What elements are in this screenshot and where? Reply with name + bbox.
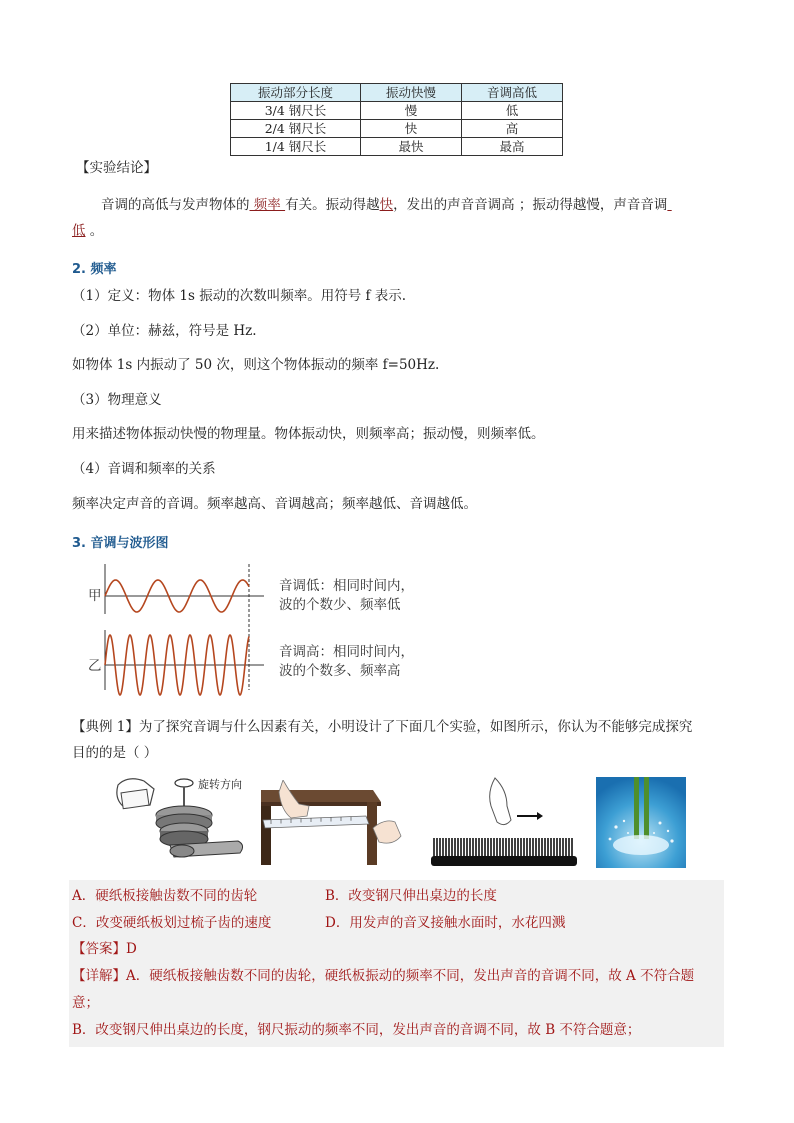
example-question-line-1: 【典例 1】为了探究音调与什么因素有关，小明设计了下面几个实验，如图所示，你认为不能够完成探究 <box>72 719 693 735</box>
option-b: B．改变钢尺伸出桌边的长度 <box>325 888 497 904</box>
wave1-desc-line: 波的个数少、频率低 <box>279 597 401 613</box>
conclusion-line-2 <box>72 222 103 240</box>
wave1-description <box>279 577 414 615</box>
blank-fast: 快 <box>379 197 394 213</box>
blank-underline <box>667 197 671 213</box>
table-cell: 慢 <box>361 102 462 120</box>
table-header-cell: 振动部分长度 <box>231 84 361 102</box>
blank-frequency: 频率 <box>249 197 286 213</box>
relation-title: （4）音调和频率的关系 <box>72 461 216 477</box>
example-question-line-2: 目的的是（ ） <box>72 745 158 761</box>
table-cell: 2/4 钢尺长 <box>231 120 361 138</box>
physical-meaning: 用来描述物体振动快慢的物理量。物体振动快，则频率高；振动慢，则频率低。 <box>72 426 545 442</box>
frequency-unit: （2）单位：赫兹，符号是 Hz. <box>72 323 257 339</box>
wave2-desc-line: 波的个数多、频率高 <box>279 663 401 679</box>
wave2-desc-line: 音调高：相同时间内， <box>279 644 414 660</box>
option-c: C．改变硬纸板划过梳子齿的速度 <box>72 915 272 931</box>
conclusion-text: 音调的高低与发声物体的 <box>101 197 250 213</box>
relation-text: 频率决定声音的音调。频率越高、音调越高；频率越低、音调越低。 <box>72 496 477 512</box>
conclusion-text: 。 <box>85 223 104 239</box>
waveform-diagram <box>84 562 268 696</box>
table-cell: 高 <box>462 120 563 138</box>
gear-experiment-image <box>110 771 250 867</box>
table-row <box>231 120 563 138</box>
conclusion-text: 有关。振动得越 <box>285 197 380 213</box>
wave-label-jia: 甲 <box>88 588 102 604</box>
wave-label-yi: 乙 <box>88 658 102 674</box>
detail-line-2: 意； <box>72 995 99 1011</box>
wave2-description <box>279 643 414 681</box>
option-a: A．硬纸板接触齿数不同的齿轮 <box>72 888 258 904</box>
detail-line-3: B．改变钢尺伸出桌边的长度，钢尺振动的频率不同，发出声音的音调不同，故 B 不符合题意； <box>72 1022 641 1038</box>
table-cell: 最快 <box>361 138 462 156</box>
tuning-fork-experiment-image <box>596 777 686 868</box>
detail-line-1: 【详解】A．硬纸板接触齿数不同的齿轮，硬纸板振动的频率不同，发出声音的音调不同，故 A 不符合题 <box>72 968 695 984</box>
conclusion-heading: 【实验结论】 <box>76 160 157 176</box>
conclusion-line-1 <box>101 196 672 214</box>
answer-label: 【答案】D <box>72 941 137 957</box>
frequency-example: 如物体 1s 内振动了 50 次，则这个物体振动的频率 f=50Hz. <box>72 357 440 373</box>
table-cell: 低 <box>462 102 563 120</box>
blank-low: 低 <box>72 223 86 239</box>
table-header-row <box>231 84 563 102</box>
gear-caption: 旋转方向 <box>198 778 242 791</box>
comb-experiment-image <box>425 776 581 868</box>
frequency-definition: （1）定义：物体 1s 振动的次数叫频率。用符号 f 表示. <box>72 288 407 304</box>
table-row <box>231 138 563 156</box>
table-header-cell: 振动快慢 <box>361 84 462 102</box>
section-2-heading: 2. 频率 <box>72 262 117 277</box>
option-d: D．用发声的音叉接触水面时，水花四溅 <box>325 915 566 931</box>
table-cell: 最高 <box>462 138 563 156</box>
ruler-experiment-image <box>261 780 406 865</box>
table-cell: 快 <box>361 120 462 138</box>
experiment-table <box>230 83 563 156</box>
table-cell: 1/4 钢尺长 <box>231 138 361 156</box>
section-3-heading: 3. 音调与波形图 <box>72 536 169 551</box>
wave1-desc-line: 音调低：相同时间内， <box>279 578 414 594</box>
conclusion-text: ，发出的声音音调高 ；振动得越慢，声音音调 <box>393 197 668 213</box>
table-row <box>231 102 563 120</box>
table-header-cell: 音调高低 <box>462 84 563 102</box>
physical-meaning-title: （3）物理意义 <box>72 392 162 408</box>
table-cell: 3/4 钢尺长 <box>231 102 361 120</box>
